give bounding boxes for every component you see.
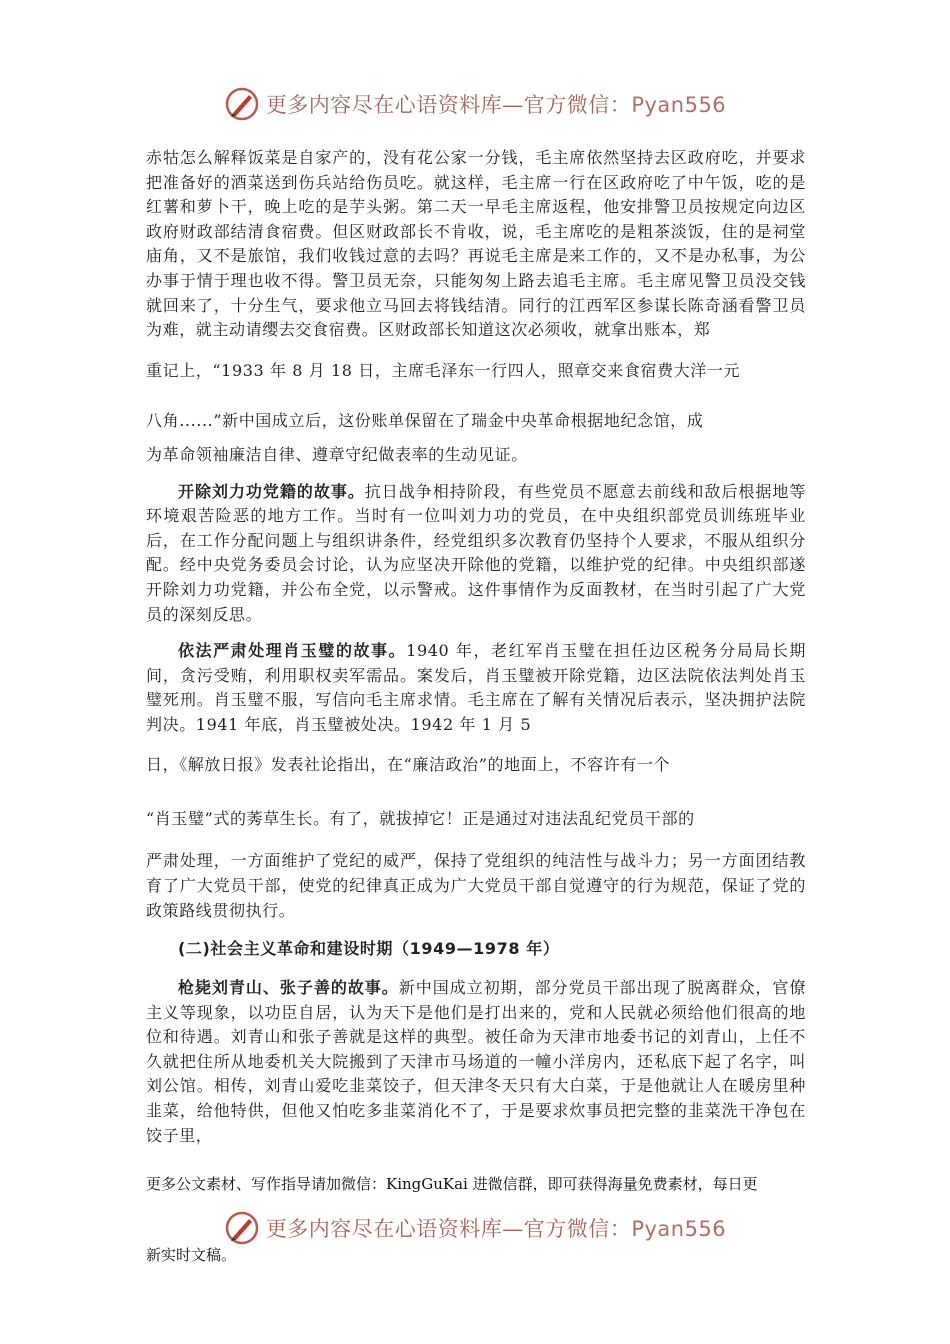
pen-logo-icon: [224, 1210, 260, 1246]
pen-logo-icon: [224, 86, 260, 122]
paragraph-2: [146, 480, 806, 628]
header-banner: [0, 82, 950, 126]
paragraph-4: [146, 976, 806, 1148]
paragraph-4-text: 新中国成立初期，部分党员干部出现了脱离群众，官僚主义等现象，以功臣自居，认为天下是他们是打出来的，党和人民就必须给他们很高的地位和待遇。刘青山和张子善就是这样的典型。被任命为天津市地委书记的刘青山，上任不久就把住所从地委机关大院搬到了天津市马场道的一幢小洋房内，还私底下起了名字，叫刘公馆。相传，刘青山爱吃韭菜饺子，但天津冬天只有大白菜，于是他就让人在暖房里种韭菜，给他特供，但他又怕吃多韭菜消化不了，于是要求炊事员把完整的韭菜洗干净包在饺子里，: [146, 978, 806, 1145]
paragraph-2-text: 抗日战争相持阶段，有些党员不愿意去前线和敌后根据地等环境艰苦险恶的地方工作。当时有一位叫刘力功的党员，在中央组织部党员训练班毕业后，在工作分配问题上与组织讲条件，经党组织多次教育仍坚持个人要求，不服从组织分配。经中央党务委员会讨论，认为应坚决开除他的党籍，以维护党的纪律。中央组织部遂开除刘力功党籍，并公布全党，以示警戒。这件事情作为反面教材，在当时引起了广大党员的深刻反思。: [146, 481, 806, 624]
footer-note-tail: 新实时文稿。: [146, 1246, 237, 1264]
paragraph-3d: 严肃处理，一方面维护了党纪的威严，保持了党组织的纯洁性与战斗力；另一方面团结教育了广大党员干部，使党的纪律真正成为广大党员干部自觉遵守的行为规范，保证了党的政策路线贯彻执行。: [146, 851, 806, 920]
paragraph-3-heading: 依法严肃处理肖玉璧的故事。: [178, 641, 407, 661]
footer-banner: [0, 1206, 950, 1250]
paragraph-3c: “肖玉璧”式的莠草生长。有了，就拔掉它！正是通过对违法乱纪党员干部的: [146, 809, 695, 829]
paragraph-1: 赤牯怎么解释饭菜是自家产的，没有花公家一分钱，毛主席依然坚持去区政府吃，并要求把准备好的酒菜送到伤兵站给伤员吃。就这样，毛主席一行在区政府吃了中午饭，吃的是红薯和萝卜干，晚上吃的是芋头粥。第二天一早毛主席返程，他安排警卫员按规定向边区政府财政部结清食宿费。但区财政部长不肯收，说，毛主席吃的是粗茶淡饭，住的是祠堂庙角，又不是旅馆，我们收钱过意的去吗？再说毛主席是来工作的，又不是办私事，为公办事于情于理也收不得。警卫员无奈，只能匆匆上路去追毛主席。毛主席见警卫员没交钱就回来了，十分生气，要求他立马回去将钱结清。同行的江西军区参谋长陈奇涵看警卫员为难，就主动请缨去交食宿费。区财政部长知道这次必须收，就拿出账本，郑: [146, 148, 806, 340]
paragraph-3-text: 1940 年，老红军肖玉璧在担任边区税务分局局长期间，贪污受贿，利用职权卖军需品。案发后，肖玉璧被开除党籍，边区法院依法判处肖玉璧死刑。肖玉璧不服，写信向毛主席求情。毛主席在了解有关情况后表示，坚决拥护法院判决。1941 年底，肖玉璧被处决。1942 年 1 月 5: [146, 641, 806, 734]
header-banner-text: 更多内容尽在心语资料库—官方微信：Pyan556: [265, 93, 727, 117]
paragraph-3b: 日，《解放日报》发表社论指出，在“廉洁政治”的地面上，不容许有一个: [146, 755, 671, 775]
paragraph-1d: 为革命领袖廉洁自律、遵章守纪做表率的生动见证。: [146, 444, 528, 464]
footer-banner-text: 更多内容尽在心语资料库—官方微信：Pyan556: [265, 1217, 727, 1241]
paragraph-1b: 重记上，“1933 年 8 月 18 日，主席毛泽东一行四人，照章交来食宿费大洋一元: [146, 360, 741, 380]
footer-note: 更多公文素材、写作指导请加微信：KingGuKai 进微信群，即可获得海量免费素材，每日更: [146, 1175, 758, 1193]
paragraph-4-heading: 枪毙刘青山、张子善的故事。: [178, 978, 399, 998]
paragraph-1c: 八角......”新中国成立后，这份账单保留在了瑞金中央革命根据地纪念馆，成: [146, 410, 704, 430]
document-body: [146, 146, 806, 1148]
section-heading: (二)社会主义革命和建设时期（1949—1978 年）: [178, 939, 560, 959]
paragraph-3: [146, 639, 806, 737]
paragraph-2-heading: 开除刘力功党籍的故事。: [178, 481, 365, 501]
